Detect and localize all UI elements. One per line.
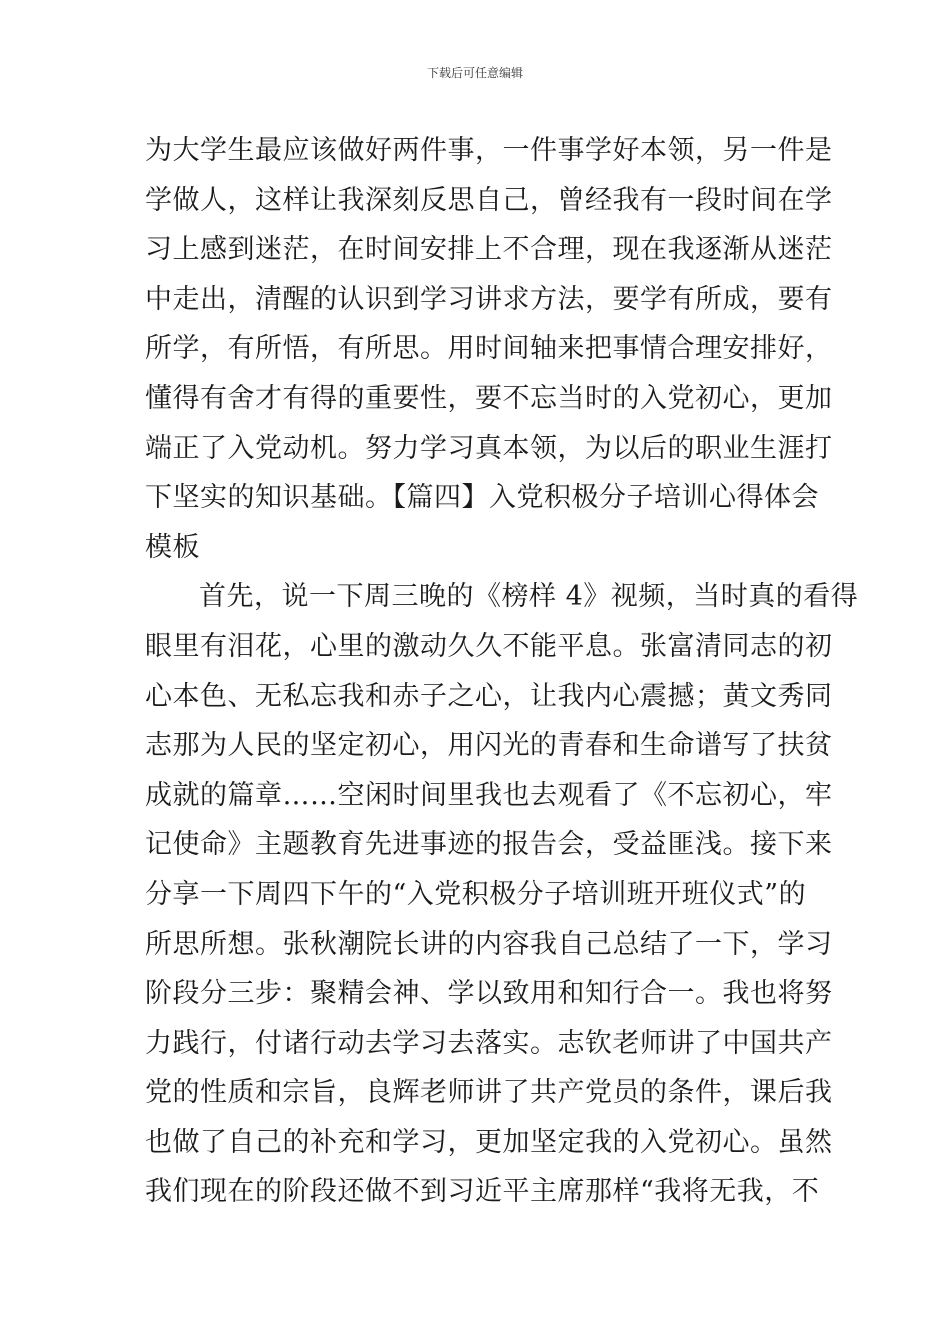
- text-line: 党的性质和宗旨，良辉老师讲了共产党员的条件，课后我: [145, 1077, 833, 1109]
- text-line: 记使命》主题教育先进事迹的报告会，受益匪浅。接下来: [145, 829, 833, 861]
- text-line: 端正了入党动机。努力学习真本领，为以后的职业生涯打: [145, 432, 833, 464]
- text-line: 习上感到迷茫，在时间安排上不合理，现在我逐渐从迷茫: [145, 234, 833, 266]
- text-line: 志那为人民的坚定初心，用闪光的青春和生命谱写了扶贫: [145, 730, 833, 762]
- paragraph-first-line: 首先，说一下周三晚的《榜样 4》视频，当时真的看得: [199, 581, 859, 613]
- text-line: 力践行，付诸行动去学习去落实。志钦老师讲了中国共产: [145, 1027, 833, 1059]
- text-line: 中走出，清醒的认识到学习讲求方法，要学有所成，要有: [145, 283, 833, 315]
- text-line: 也做了自己的补充和学习，更加坚定我的入党初心。虽然: [145, 1126, 833, 1158]
- text-line: 学做人，这样让我深刻反思自己，曾经我有一段时间在学: [145, 184, 833, 216]
- text-line: 为大学生最应该做好两件事，一件事学好本领，另一件是: [145, 135, 833, 166]
- text-line: 眼里有泪花，心里的激动久久不能平息。张富清同志的初: [145, 630, 833, 662]
- document-body: [145, 126, 859, 1217]
- text-line: 我们现在的阶段还做不到习近平主席那样“我将无我，不: [145, 1176, 820, 1208]
- text-line: 所学，有所悟，有所思。用时间轴来把事情合理安排好，: [145, 333, 833, 365]
- text-line: 心本色、无私忘我和赤子之心，让我内心震撼；黄文秀同: [145, 680, 833, 712]
- text-line: 模板: [145, 531, 200, 563]
- text-line: 下坚实的知识基础。【篇四】入党积极分子培训心得体会: [145, 482, 819, 514]
- text-line: 分享一下周四下午的“入党积极分子培训班开班仪式”的: [145, 878, 807, 910]
- text-line: 所思所想。张秋潮院长讲的内容我自己总结了一下，学习: [145, 928, 833, 960]
- text-line: 懂得有舍才有得的重要性，要不忘当时的入党初心，更加: [145, 382, 833, 414]
- text-line: 阶段分三步：聚精会神、学以致用和知行合一。我也将努: [145, 978, 833, 1010]
- page-header-note: 下载后可任意编辑: [426, 66, 523, 80]
- text-line: 成就的篇章……空闲时间里我也去观看了《不忘初心，牢: [145, 779, 833, 811]
